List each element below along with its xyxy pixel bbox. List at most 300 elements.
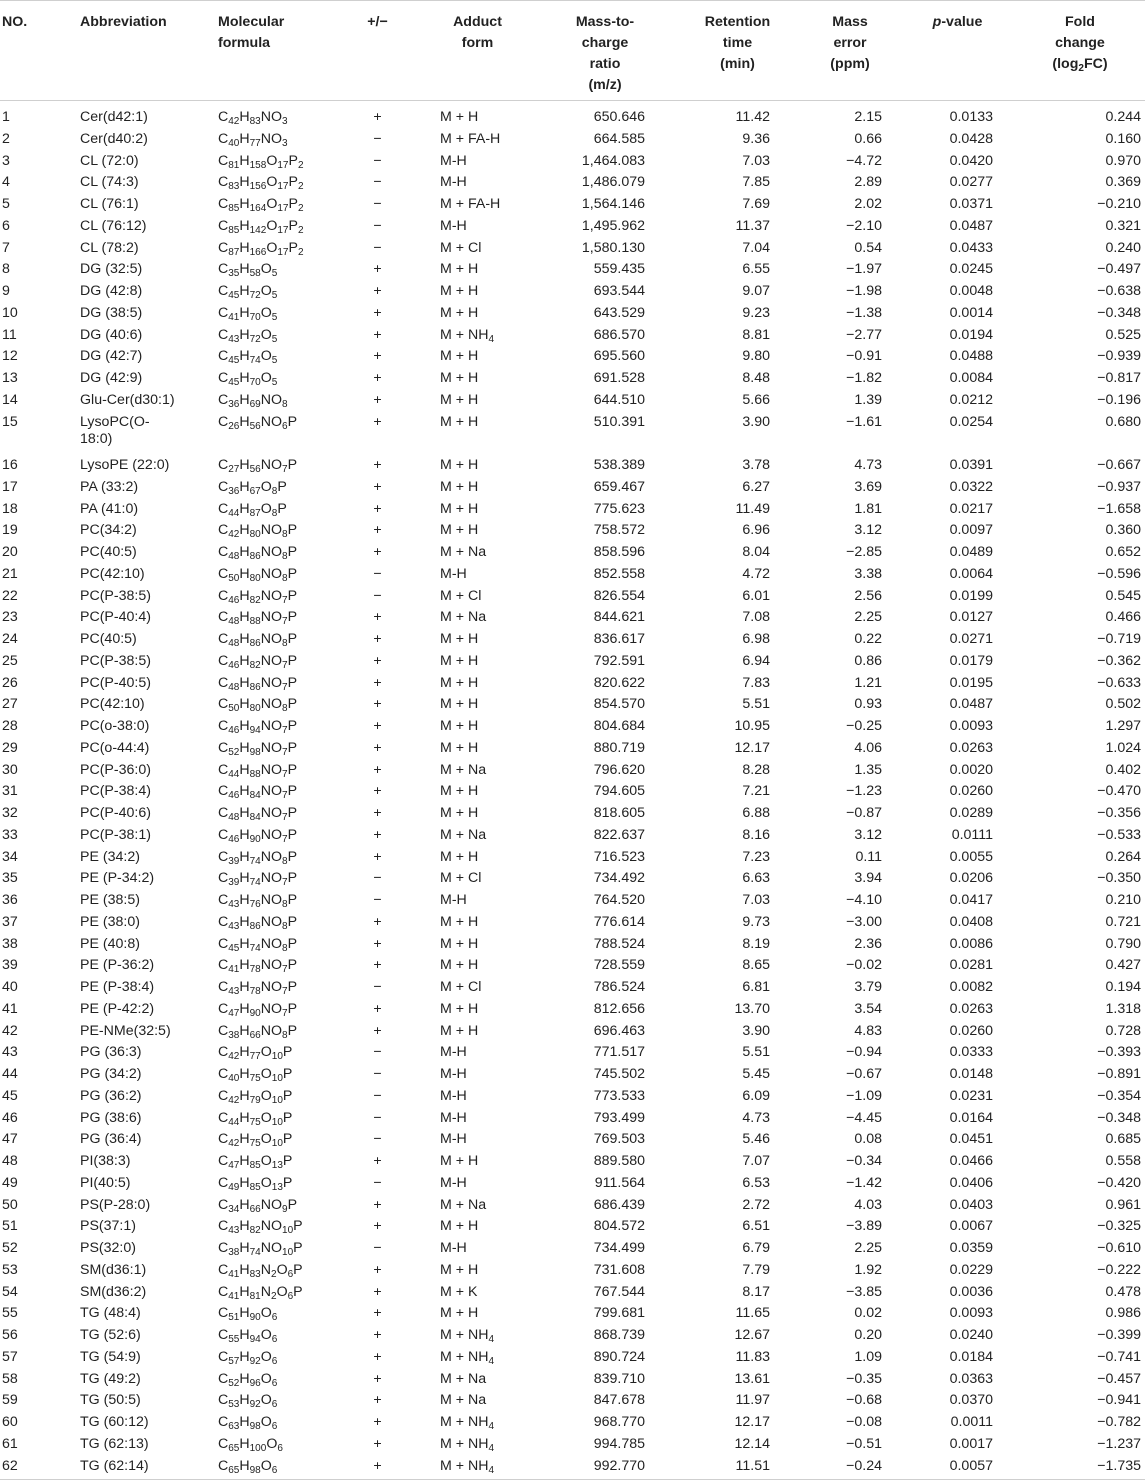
cell-rt: 7.83	[742, 674, 770, 691]
cell-error: 1.09	[854, 1348, 882, 1365]
cell-no: 35	[2, 870, 18, 887]
cell-formula: $C_{41}H_{81}N_2O_6P$	[218, 1283, 303, 1302]
cell-abbreviation: PC(o-38:0)	[80, 718, 150, 734]
cell-error: −4.72	[846, 152, 882, 169]
cell-polarity: +	[373, 348, 382, 365]
cell-formula: $C_{36}H_{67}O_8P$	[218, 478, 287, 497]
cell-p: 0.0370	[949, 1392, 993, 1409]
cell-p: 0.0322	[949, 478, 993, 495]
cell-error: −1.42	[846, 1174, 882, 1191]
cell-abbreviation: PE (38:0)	[80, 913, 140, 930]
cell-mz: 728.559	[593, 957, 645, 974]
cell-polarity: +	[373, 522, 382, 539]
cell-rt: 6.94	[742, 652, 770, 669]
cell-formula: $C_{47}H_{85}O_{13}P$	[218, 1153, 293, 1171]
cell-rt: 8.28	[742, 761, 770, 778]
cell-fc: −1.237	[1097, 1435, 1141, 1452]
cell-no: 43	[2, 1044, 18, 1061]
cell-error: 0.22	[854, 631, 882, 647]
column-header-p: p-value	[900, 1, 1015, 101]
cell-fc: 1.297	[1105, 718, 1141, 734]
cell-abbreviation: PC(P-40:6)	[80, 805, 151, 821]
table-row	[0, 762, 1145, 784]
cell-adduct: M-H	[440, 1174, 467, 1191]
cell-p: 0.0067	[949, 1218, 993, 1235]
cell-formula: $C_{45}H_{74}O_5$	[218, 348, 278, 367]
cell-p: 0.0359	[949, 1240, 993, 1256]
cell-mz: 868.739	[593, 1327, 645, 1343]
cell-mz: 644.510	[593, 391, 645, 408]
cell-error: 2.15	[854, 109, 882, 125]
cell-p: 0.0082	[949, 979, 993, 995]
cell-p: 0.0240	[949, 1327, 993, 1343]
cell-mz: 788.524	[593, 935, 645, 952]
cell-fc: −0.354	[1097, 1087, 1141, 1104]
table-row	[0, 1392, 1145, 1414]
cell-polarity: +	[373, 761, 382, 778]
cell-no: 55	[2, 1305, 18, 1322]
cell-no: 27	[2, 696, 18, 713]
cell-abbreviation: PG (36:2)	[80, 1087, 142, 1104]
cell-error: 3.69	[854, 478, 882, 495]
cell-fc: −0.497	[1097, 261, 1141, 278]
cell-p: 0.0127	[949, 609, 993, 626]
cell-formula: $C_{52}H_{96}O_6$	[218, 1370, 278, 1389]
cell-polarity: +	[373, 544, 382, 560]
cell-p: 0.0017	[949, 1435, 993, 1452]
cell-mz: 696.463	[593, 1022, 645, 1039]
cell-fc: −0.393	[1097, 1044, 1141, 1061]
cell-rt: 9.07	[742, 283, 770, 299]
cell-fc: 0.970	[1105, 152, 1141, 169]
cell-adduct: M + Cl	[440, 239, 482, 256]
cell-error: 0.08	[854, 1131, 882, 1148]
cell-p: 0.0229	[949, 1261, 993, 1278]
cell-error: 0.54	[854, 239, 882, 256]
cell-abbreviation: DG (40:6)	[80, 326, 143, 343]
cell-rt: 10.95	[734, 718, 770, 734]
cell-error: 4.73	[854, 457, 882, 473]
cell-abbreviation: PC(42:10)	[80, 696, 145, 713]
cell-no: 2	[2, 130, 10, 147]
cell-abbreviation: PC(P-40:5)	[80, 674, 151, 691]
cell-p: 0.0036	[949, 1283, 993, 1300]
cell-error: −1.09	[846, 1087, 882, 1104]
cell-rt: 7.69	[742, 196, 770, 212]
table-row	[0, 1262, 1145, 1284]
cell-no: 5	[2, 196, 10, 212]
table-row	[0, 1197, 1145, 1219]
cell-p: 0.0417	[949, 892, 993, 908]
cell-p: 0.0064	[949, 565, 993, 582]
cell-p: 0.0245	[949, 261, 993, 278]
table-row	[0, 1327, 1145, 1349]
cell-mz: 771.517	[593, 1044, 645, 1061]
cell-abbreviation: PC(40:5)	[80, 544, 137, 560]
cell-polarity: −	[373, 174, 382, 191]
cell-adduct: M + H	[440, 413, 479, 430]
cell-no: 28	[2, 718, 18, 734]
cell-formula: $C_{45}H_{72}O_5$	[218, 283, 278, 301]
cell-adduct: M-H	[440, 174, 467, 191]
cell-polarity: +	[373, 391, 382, 408]
cell-formula: $C_{87}H_{166}O_{17}P_2$	[218, 239, 304, 258]
cell-no: 11	[2, 326, 17, 343]
cell-mz: 745.502	[593, 1066, 645, 1082]
cell-mz: 890.724	[593, 1348, 645, 1365]
cell-abbreviation: PE (P-42:2)	[80, 1000, 155, 1017]
cell-polarity: +	[373, 326, 382, 343]
cell-mz: 844.621	[593, 609, 645, 626]
cell-error: −0.02	[846, 957, 882, 974]
cell-abbreviation: DG (42:7)	[80, 348, 143, 365]
cell-error: −1.97	[846, 261, 882, 278]
cell-formula: $C_{45}H_{70}O_5$	[218, 370, 278, 388]
cell-formula: $C_{43}H_{86}NO_8P$	[218, 913, 298, 932]
cell-fc: 0.321	[1105, 217, 1141, 234]
cell-formula: $C_{45}H_{74}NO_8P$	[218, 935, 298, 954]
cell-mz: 659.467	[593, 478, 645, 495]
cell-abbreviation: PA (33:2)	[80, 478, 139, 495]
cell-rt: 8.16	[742, 826, 770, 843]
cell-fc: −0.457	[1097, 1370, 1141, 1387]
cell-polarity: +	[373, 478, 382, 495]
cell-no: 14	[2, 391, 18, 408]
cell-error: −2.10	[846, 217, 882, 234]
cell-error: 0.86	[854, 652, 882, 669]
table-row	[0, 1218, 1145, 1240]
cell-polarity: −	[373, 239, 382, 256]
cell-p: 0.0433	[949, 239, 993, 256]
cell-adduct: M + H	[440, 848, 479, 865]
table-row	[0, 805, 1145, 827]
cell-error: −0.68	[846, 1392, 882, 1409]
cell-polarity: +	[373, 109, 382, 125]
cell-p: 0.0487	[949, 217, 993, 234]
cell-fc: 0.721	[1105, 913, 1141, 930]
cell-fc: −1.735	[1015, 1458, 1145, 1480]
cell-mz: 650.646	[593, 109, 645, 125]
cell-abbreviation: TG (48:4)	[80, 1305, 141, 1322]
table-row	[0, 979, 1145, 1001]
cell-formula: $C_{38}H_{66}NO_8P$	[218, 1022, 298, 1041]
cell-p: 0.0487	[949, 696, 993, 713]
cell-error: −0.51	[846, 1435, 882, 1452]
cell-abbreviation: PE (P-36:2)	[80, 957, 155, 974]
cell-polarity: +	[373, 1196, 382, 1213]
cell-adduct: M + FA-H	[440, 130, 501, 147]
cell-polarity: +	[373, 457, 382, 473]
cell-mz: 822.637	[593, 826, 645, 843]
table-row	[0, 1458, 1145, 1480]
cell-polarity: −	[373, 1131, 382, 1148]
cell-polarity: −	[373, 1109, 382, 1126]
cell-fc: −0.399	[1097, 1327, 1141, 1343]
cell-abbreviation: Cer(d42:1)	[80, 109, 148, 125]
cell-no: 39	[2, 957, 18, 974]
table-row	[0, 1175, 1145, 1197]
cell-polarity: +	[373, 1392, 382, 1409]
cell-error: 2.89	[854, 174, 882, 191]
cell-formula: $C_{48}H_{88}NO_7P$	[218, 609, 298, 628]
cell-abbreviation: PC(P-38:5)	[80, 587, 151, 604]
cell-abbreviation: PA (41:0)	[80, 500, 139, 517]
cell-polarity: −	[373, 1066, 382, 1082]
cell-mz: 812.656	[593, 1000, 645, 1017]
cell-rt: 12.17	[734, 739, 770, 756]
cell-error: −1.23	[846, 783, 882, 800]
table-row	[0, 870, 1145, 892]
cell-polarity: +	[373, 1435, 382, 1452]
cell-error: −3.00	[846, 913, 882, 930]
cell-adduct: M + H	[440, 500, 479, 517]
cell-abbreviation: PE (38:5)	[80, 892, 140, 908]
cell-p: 0.0093	[949, 1305, 993, 1322]
column-header-polarity: +/−	[335, 1, 420, 101]
cell-formula: $C_{44}H_{88}NO_7P$	[218, 761, 298, 780]
column-header-abbreviation: Abbreviation	[50, 1, 200, 101]
cell-rt: 4.72	[742, 565, 770, 582]
cell-rt: 7.07	[742, 1153, 770, 1169]
cell-abbreviation: PE (34:2)	[80, 848, 140, 865]
cell-formula: $C_{85}H_{164}O_{17}P_2$	[218, 196, 304, 214]
cell-polarity: +	[373, 739, 382, 756]
cell-mz: 793.499	[593, 1109, 645, 1126]
table-header	[0, 1, 1145, 101]
cell-fc: 1.318	[1105, 1000, 1141, 1017]
cell-no: 44	[2, 1066, 18, 1082]
cell-p: 0.0263	[949, 1000, 993, 1017]
cell-polarity: +	[373, 500, 382, 517]
cell-adduct: M-H	[440, 565, 467, 582]
cell-no: 40	[2, 979, 18, 995]
cell-adduct: M + H	[440, 1000, 479, 1017]
cell-fc: −0.210	[1097, 196, 1141, 212]
cell-error: 0.02	[854, 1305, 882, 1322]
table-row	[0, 1066, 1145, 1088]
cell-p: 0.0133	[949, 109, 993, 125]
cell-fc: 0.210	[1105, 892, 1141, 908]
cell-polarity: +	[373, 783, 382, 800]
cell-error: 2.02	[854, 196, 882, 212]
table-row	[0, 914, 1145, 936]
cell-no: 62	[0, 1458, 50, 1480]
table-row	[0, 1023, 1145, 1045]
cell-rt: 6.96	[742, 522, 770, 539]
cell-rt: 4.73	[742, 1109, 770, 1126]
cell-error: −2.77	[846, 326, 882, 343]
column-header-no: NO.	[0, 1, 50, 101]
cell-fc: 0.264	[1105, 848, 1141, 865]
cell-rt: 7.03	[742, 152, 770, 169]
cell-error: 2.56	[854, 587, 882, 604]
cell-rt: 13.70	[734, 1000, 770, 1017]
cell-fc: −0.350	[1097, 870, 1141, 887]
cell-abbreviation: PE (P-34:2)	[80, 870, 155, 887]
cell-abbreviation: PE-NMe(32:5)	[80, 1022, 171, 1039]
cell-error: −0.25	[846, 718, 882, 734]
cell-adduct: M + H	[440, 1218, 479, 1235]
cell-adduct: M + H	[440, 739, 479, 756]
cell-abbreviation: DG (42:8)	[80, 283, 143, 299]
cell-p: 0.0254	[949, 413, 993, 430]
cell-adduct: M + H	[440, 696, 479, 713]
cell-formula: $C_{40}H_{75}O_{10}P$	[218, 1066, 293, 1084]
cell-mz: 911.564	[594, 1174, 645, 1191]
cell-p: 0.0231	[949, 1087, 993, 1104]
table-row	[0, 1044, 1145, 1066]
cell-no: 53	[2, 1261, 18, 1278]
table-row	[0, 153, 1145, 175]
table-row	[0, 892, 1145, 914]
cell-p: 0.0199	[949, 587, 993, 604]
cell-polarity: −	[373, 217, 382, 234]
cell-polarity: +	[373, 1414, 382, 1430]
cell-p: 0.0206	[949, 870, 993, 887]
table-row	[0, 131, 1145, 153]
cell-fc: 1.024	[1105, 739, 1141, 756]
table-row	[0, 1131, 1145, 1153]
cell-fc: 0.502	[1105, 696, 1141, 713]
header-row	[0, 1, 1145, 101]
cell-p: 0.0086	[949, 935, 993, 952]
cell-abbreviation: LysoPE (22:0)	[80, 457, 170, 473]
cell-error: 0.20	[854, 1327, 882, 1343]
cell-fc: −0.325	[1097, 1218, 1141, 1235]
cell-adduct: M + K	[440, 1283, 478, 1300]
cell-polarity: +	[373, 652, 382, 669]
cell-fc: −0.420	[1097, 1174, 1141, 1191]
cell-fc: 0.478	[1105, 1283, 1141, 1300]
cell-no: 24	[2, 631, 18, 647]
cell-formula: $C_{46}H_{82}NO_7P$	[218, 652, 298, 671]
cell-error: −1.98	[846, 283, 882, 299]
cell-fc: −0.596	[1097, 565, 1141, 582]
cell-adduct: M + Cl	[440, 870, 482, 887]
cell-rt: 8.48	[742, 370, 770, 386]
cell-rt: 11.49	[735, 500, 770, 517]
cell-formula: $C_{41}H_{70}O_5$	[218, 304, 278, 323]
cell-formula: $C_{39}H_{74}NO_7P$	[218, 870, 298, 889]
cell-mz: 664.585	[593, 130, 645, 147]
cell-adduct: M + Na	[440, 1370, 487, 1387]
cell-error: −0.87	[846, 805, 882, 821]
cell-fc: −0.356	[1097, 805, 1141, 821]
cell-polarity: +	[373, 805, 382, 821]
cell-no: 3	[2, 152, 10, 169]
cell-mz: 880.719	[593, 739, 645, 756]
cell-rt: 11.83	[735, 1348, 770, 1365]
cell-abbreviation: TG (52:6)	[80, 1327, 141, 1343]
table-row	[0, 101, 1145, 131]
cell-abbreviation: CL (78:2)	[80, 239, 139, 256]
cell-rt: 6.51	[742, 1218, 770, 1235]
cell-no: 17	[2, 478, 18, 495]
cell-polarity: −	[373, 196, 382, 212]
cell-formula: $C_{44}H_{87}O_8P$	[218, 500, 287, 519]
table-row	[0, 1153, 1145, 1175]
cell-mz: 826.554	[593, 587, 645, 604]
cell-mz: 691.528	[593, 370, 645, 386]
cell-abbreviation: PC(P-38:1)	[80, 826, 151, 843]
cell-p: 0.0428	[949, 130, 993, 147]
cell-polarity: +	[373, 1261, 382, 1278]
table-row	[0, 609, 1145, 631]
cell-polarity: +	[373, 913, 382, 930]
table-row	[0, 240, 1145, 262]
cell-rt: 9.73	[742, 913, 770, 930]
cell-polarity: +	[373, 696, 382, 713]
cell-no: 50	[2, 1196, 18, 1213]
cell-error: −2.85	[846, 544, 882, 560]
cell-formula: $C_{43}H_{78}NO_7P$	[218, 979, 298, 997]
cell-adduct: M + H	[440, 1022, 479, 1039]
cell-abbreviation: PI(40:5)	[80, 1174, 131, 1191]
cell-rt: 7.04	[742, 239, 770, 256]
column-header-adduct: Adduct form	[420, 1, 535, 101]
table-row	[0, 501, 1145, 523]
cell-rt: 12.67	[734, 1327, 770, 1343]
cell-error: 0.66	[854, 130, 882, 147]
cell-error: 4.83	[854, 1022, 882, 1039]
cell-p: 0.0055	[949, 848, 993, 865]
cell-polarity: +	[373, 718, 382, 734]
cell-formula: $C_{41}H_{83}N_2O_6P$	[218, 1261, 303, 1280]
cell-mz: 559.435	[593, 261, 645, 278]
cell-rt: 9.23	[742, 304, 770, 321]
cell-p: 0.0097	[949, 522, 993, 539]
cell-error: 2.36	[854, 935, 882, 952]
cell-abbreviation: PG (36:3)	[80, 1044, 142, 1061]
cell-fc: −0.638	[1097, 283, 1141, 299]
cell-formula: $C_{51}H_{90}O_6$	[218, 1305, 278, 1324]
cell-p: 0.0194	[949, 326, 993, 343]
cell-no: 33	[2, 826, 18, 843]
cell-rt: 8.65	[742, 957, 770, 974]
table-row	[0, 327, 1145, 349]
cell-error: −1.61	[846, 413, 882, 430]
cell-fc: −0.817	[1097, 370, 1141, 386]
cell-no: 13	[2, 370, 18, 386]
cell-fc: 0.680	[1105, 413, 1141, 430]
cell-rt: 6.63	[742, 870, 770, 887]
cell-error: 4.03	[854, 1196, 882, 1213]
cell-rt: 8.17	[742, 1283, 770, 1300]
cell-adduct: $M + NH_4$	[440, 1435, 495, 1454]
cell-fc: 0.402	[1105, 761, 1141, 778]
cell-polarity: −	[373, 1174, 382, 1191]
cell-rt: 7.08	[742, 609, 770, 626]
cell-formula: $C_{36}H_{69}NO_8$	[218, 391, 288, 410]
cell-p: 0.0281	[949, 957, 993, 974]
cell-mz: 767.544	[593, 1283, 645, 1300]
cell-rt: 12.17	[734, 1414, 770, 1430]
cell-mz: 804.684	[593, 718, 645, 734]
cell-adduct: M + Na	[440, 761, 487, 778]
cell-adduct: M + Cl	[440, 979, 482, 995]
cell-error: 0.93	[854, 696, 882, 713]
cell-rt: 6.55	[742, 261, 770, 278]
cell-fc: −0.533	[1097, 826, 1141, 843]
cell-fc: −0.719	[1097, 631, 1141, 647]
cell-no: 41	[2, 1000, 18, 1017]
cell-p: 0.0260	[949, 1022, 993, 1039]
cell-error: 3.54	[854, 1000, 882, 1017]
cell-no: 22	[2, 587, 18, 604]
cell-fc: −0.470	[1097, 783, 1141, 800]
cell-p: 0.0488	[949, 348, 993, 365]
cell-formula: $C_{34}H_{66}NO_9P$	[218, 1196, 298, 1215]
